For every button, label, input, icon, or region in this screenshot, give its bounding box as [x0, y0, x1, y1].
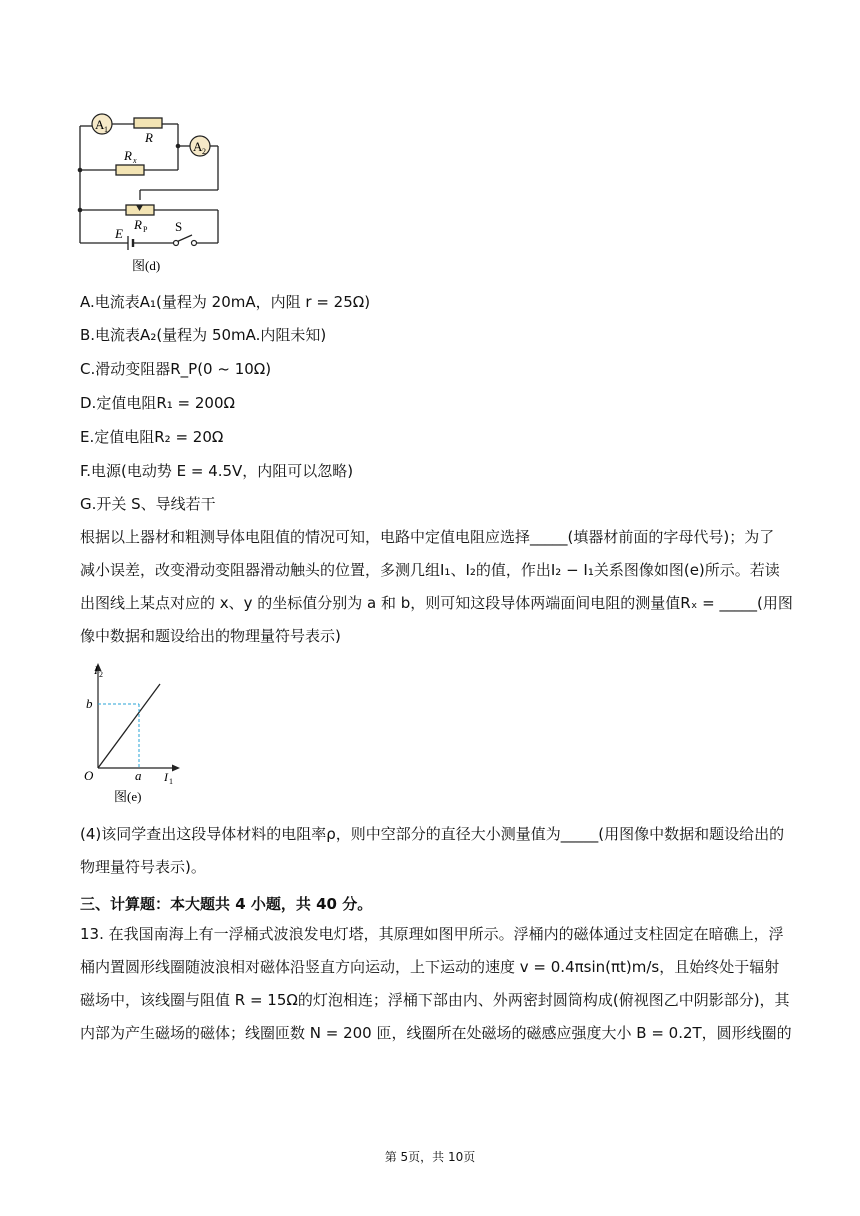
x-axis-label: I — [164, 770, 168, 784]
figure-d-caption: 图(d) — [132, 258, 161, 273]
paragraph-line: 减小误差，改变滑动变阻器滑动触头的位置，多测几组I₁、I₂的值，作出I₂ − I₁关系图像如图(e)所示。若读 — [80, 561, 780, 579]
paragraph-line: 根据以上器材和粗测导体电阻值的情况可知，电路中定值电阻应选择_____(填器材前面的字母代号)；为了 — [80, 528, 775, 546]
question-13-paragraph — [80, 918, 792, 1050]
rp-subscript: P — [143, 225, 148, 234]
rx-label: R — [124, 148, 132, 163]
option-c: C.滑动变阻器R_P(0 ~ 10Ω) — [80, 360, 272, 378]
a2-label: A — [193, 139, 203, 154]
b-label: b — [86, 696, 93, 711]
paragraph-line: 物理量符号表示)。 — [80, 858, 206, 876]
e-label: E — [115, 226, 123, 241]
option-e: E.定值电阻R₂ = 20Ω — [80, 428, 224, 446]
rp-label: R — [134, 217, 142, 232]
a-label: a — [135, 768, 142, 783]
option-b: B.电流表A₂(量程为 50mA.内阻未知) — [80, 326, 327, 344]
option-a: A.电流表A₁(量程为 20mA，内阻 r = 25Ω) — [80, 293, 371, 311]
origin-label: O — [84, 768, 94, 783]
paragraph-line: 像中数据和题设给出的物理量符号表示) — [80, 627, 341, 645]
page-footer: 第 5页，共 10页 — [384, 1150, 476, 1164]
paragraph-line: (4)该同学查出这段导体材料的电阻率ρ，则中空部分的直径大小测量值为_____(用图像中数据和题设给出的 — [80, 825, 785, 843]
option-d: D.定值电阻R₁ = 200Ω — [80, 394, 235, 412]
question-paragraph-2 — [80, 818, 792, 884]
paragraph-line: 内部为产生磁场的磁体；线圈匝数 N = 200 匝，线圈所在处磁场的磁感应强度大小 B = 0.2T，圆形线圈的 — [80, 1024, 792, 1042]
paragraph-line: 13. 在我国南海上有一浮桶式波浪发电灯塔，其原理如图甲所示。浮桶内的磁体通过支柱固定在暗礁上，浮 — [80, 925, 784, 943]
section-title: 三、计算题：本大题共 4 小题，共 40 分。 — [80, 895, 373, 913]
figure-e-caption: 图(e) — [114, 789, 142, 804]
x-axis-subscript: 1 — [169, 777, 173, 786]
r-label: R — [145, 130, 153, 145]
option-g: G.开关 S、导线若干 — [80, 495, 216, 513]
paragraph-line: 桶内置圆形线圈随波浪相对磁体沿竖直方向运动，上下运动的速度 v = 0.4πsin(πt)m/s，且始终处于辐射 — [80, 958, 780, 976]
y-axis-subscript: 2 — [99, 670, 103, 679]
a1-subscript: 1 — [104, 125, 108, 134]
paragraph-line: 出图线上某点对应的 x、y 的坐标值分别为 a 和 b，则可知这段导体两端面间电阻的测量值Rₓ = _____(用图 — [80, 594, 793, 612]
i2-i1-graph — [72, 660, 192, 810]
a1-label: A — [95, 117, 105, 132]
question-paragraph-1 — [80, 521, 792, 653]
s-label: S — [175, 219, 183, 234]
paragraph-line: 磁场中，该线圈与阻值 R = 15Ω的灯泡相连；浮桶下部由内、外两密封圆筒构成(俯视图乙中阴影部分)，其 — [80, 991, 790, 1009]
circuit-diagram — [70, 108, 230, 278]
rx-subscript: x — [133, 156, 137, 165]
y-axis-label: I — [94, 663, 98, 677]
a2-subscript: 2 — [202, 147, 206, 156]
option-f: F.电源(电动势 E = 4.5V，内阻可以忽略) — [80, 462, 354, 480]
